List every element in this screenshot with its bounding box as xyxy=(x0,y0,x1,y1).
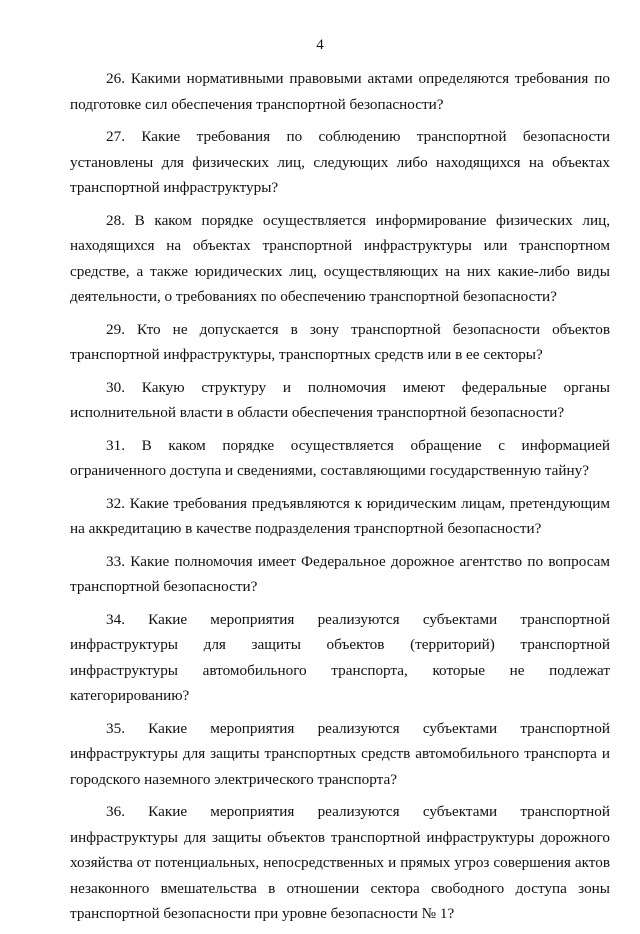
question-29: 29. Кто не допускается в зону транспортной безопасности объектов транспортной инфраструктуры, транспортных средств или в ее секторы? xyxy=(70,320,610,363)
question-32: 32. Какие требования предъявляются к юридическим лицам, претендующим на аккредитацию в качестве подразделения транспортной безопасности? xyxy=(70,494,610,537)
question-31: 31. В каком порядке осуществляется обращение с информацией ограниченного доступа и сведениями, составляющими государственную тайну? xyxy=(70,436,610,479)
question-28: 28. В каком порядке осуществляется информирование физических лиц, находящихся на объектах транспортной инфраструктуры или транспортном средстве, а также юридических лиц, осуществляющих на них какие-либо виды деятельности, о требованиях по обеспечению транспортной безопасности? xyxy=(70,211,610,305)
question-36: 36. Какие мероприятия реализуются субъектами транспортной инфраструктуры для защиты объектов транспортной инфраструктуры дорожного хозяйства от потенциальных, непосредственных и прямых угроз совершения актов незаконного вмешательства в отношении сектора свободного доступа зоны транспортной безопасности при уровне безопасности № 1? xyxy=(70,803,610,922)
question-list xyxy=(70,66,610,934)
question-35: 35. Какие мероприятия реализуются субъектами транспортной инфраструктуры для защиты транспортных средств автомобильного транспорта и городского наземного электрического транспорта? xyxy=(70,719,610,788)
question-26: 26. Какими нормативными правовыми актами определяются требования по подготовке сил обеспечения транспортной безопасности? xyxy=(70,70,610,113)
question-30: 30. Какую структуру и полномочия имеют федеральные органы исполнительной власти в области обеспечения транспортной безопасности? xyxy=(70,378,610,421)
question-34: 34. Какие мероприятия реализуются субъектами транспортной инфраструктуры для защиты объектов (территорий) транспортной инфраструктуры автомобильного транспорта, которые не подлежат категорированию? xyxy=(70,610,610,704)
question-33: 33. Какие полномочия имеет Федеральное дорожное агентство по вопросам транспортной безопасности? xyxy=(70,552,610,595)
page-number: 4 xyxy=(316,37,324,53)
question-27: 27. Какие требования по соблюдению транспортной безопасности установлены для физических лиц, следующих либо находящихся на объектах транспортной инфраструктуры? xyxy=(70,128,610,196)
